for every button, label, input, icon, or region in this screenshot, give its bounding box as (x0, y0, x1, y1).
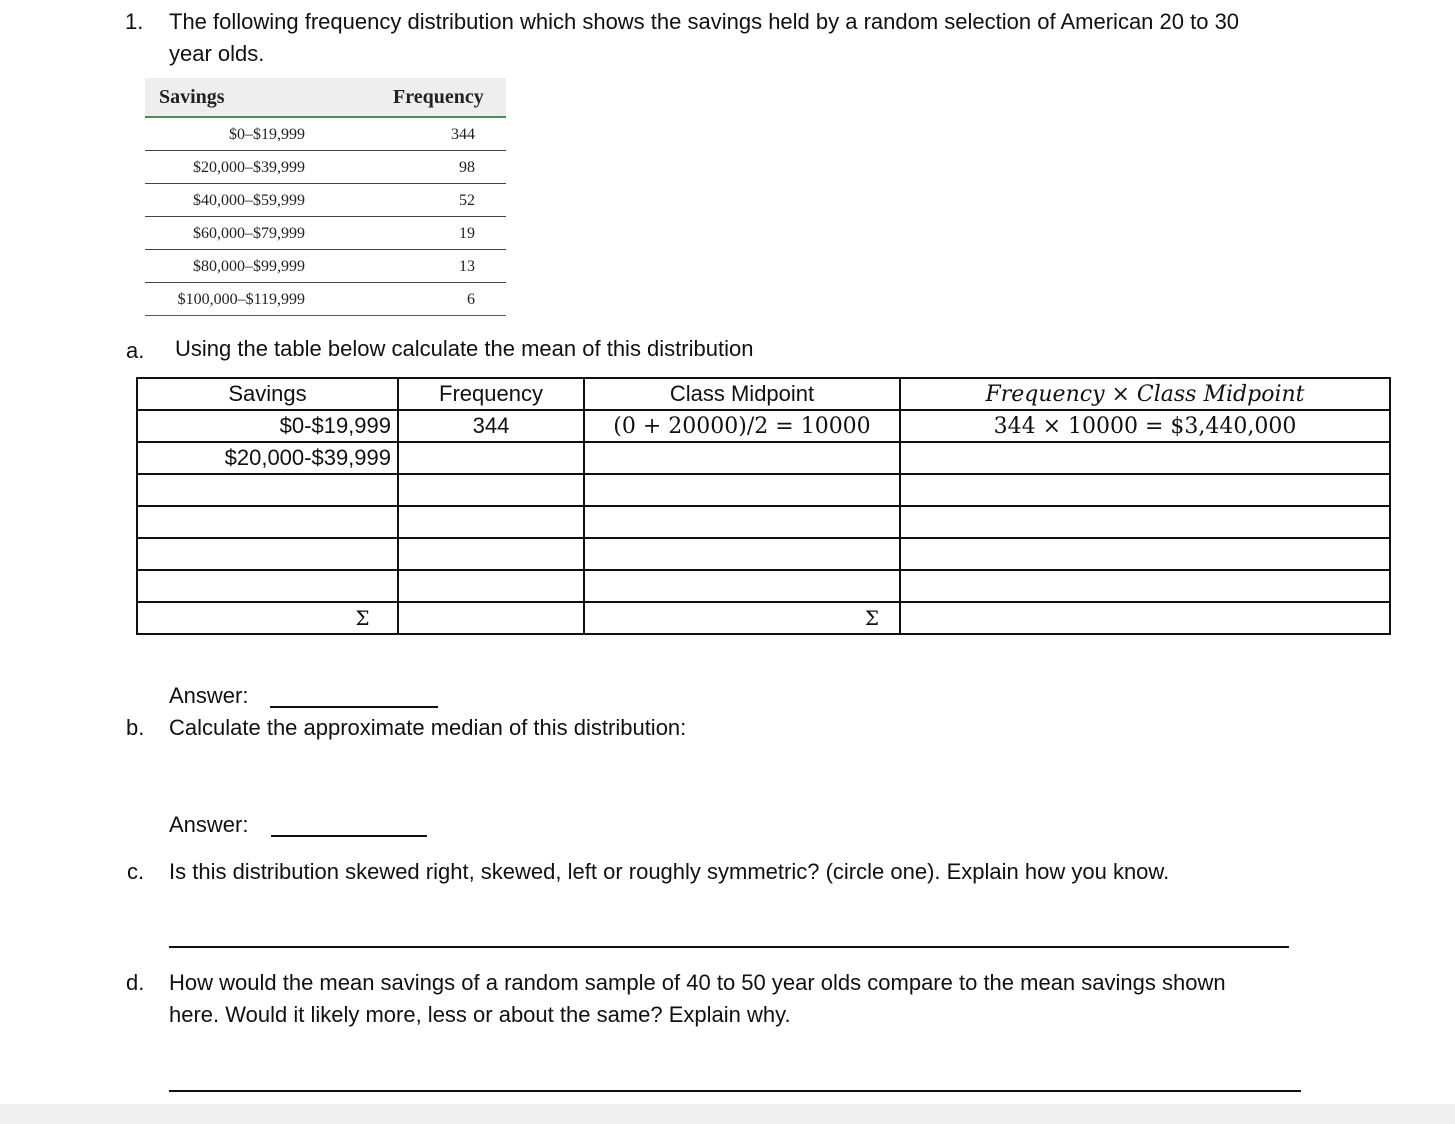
header-savings: Savings (137, 378, 398, 410)
cell-midpoint-blank[interactable] (584, 474, 900, 506)
source-range: $80,000–$99,999 (193, 258, 305, 275)
cell-savings: $0-$19,999 (137, 410, 398, 442)
cell-savings-blank[interactable] (137, 474, 398, 506)
cell-frequency: 344 (398, 410, 584, 442)
table-row (137, 474, 1390, 506)
source-table-row (145, 217, 506, 250)
table-row (137, 570, 1390, 602)
part-c-answer-line[interactable] (169, 946, 1289, 948)
part-c-prompt: Is this distribution skewed right, skewed, left or roughly symmetric? (circle one). Explain how you know. (169, 859, 1170, 884)
cell-frequency-blank[interactable] (398, 506, 584, 538)
source-range: $40,000–$59,999 (193, 192, 305, 209)
sigma-symbol: Σ (864, 606, 880, 630)
source-table-row (145, 283, 506, 316)
source-header-savings: Savings (159, 86, 225, 108)
source-table-row (145, 151, 506, 184)
table-sum-row (137, 602, 1390, 634)
cell-product-blank[interactable] (900, 538, 1390, 570)
sum-frequency-blank[interactable] (398, 602, 584, 634)
cell-product-blank[interactable] (900, 442, 1390, 474)
source-range: $20,000–$39,999 (193, 159, 305, 176)
source-frequency: 52 (459, 192, 475, 209)
part-d-prompt-line1: How would the mean savings of a random sample of 40 to 50 year olds compare to the mean savings shown (169, 970, 1226, 995)
cell-midpoint-blank[interactable] (584, 538, 900, 570)
cell-product-blank[interactable] (900, 506, 1390, 538)
cell-product-blank[interactable] (900, 570, 1390, 602)
question-intro-line2: year olds. (169, 41, 265, 66)
source-range: $60,000–$79,999 (193, 225, 305, 242)
cell-savings-blank[interactable] (137, 506, 398, 538)
table-row (137, 410, 1390, 442)
source-table-row (145, 118, 506, 151)
part-a-marker: a. (126, 338, 145, 363)
source-header-frequency: Frequency (393, 86, 484, 108)
source-range: $100,000–$119,999 (177, 291, 305, 308)
table-row (137, 442, 1390, 474)
source-table-row (145, 184, 506, 217)
cell-midpoint: (0 + 20000)/2 = 10000 (584, 410, 900, 442)
cell-frequency-blank[interactable] (398, 538, 584, 570)
sigma-symbol: Σ (355, 606, 370, 630)
cell-savings-blank[interactable] (137, 570, 398, 602)
source-table-header (145, 78, 506, 118)
mean-calculation-table (136, 377, 1391, 635)
source-frequency: 98 (459, 159, 475, 176)
sum-midpoint-cell (584, 602, 900, 634)
table-header-row (137, 378, 1390, 410)
part-d-prompt-line2: here. Would it likely more, less or about the same? Explain why. (169, 1002, 791, 1027)
source-frequency: 6 (467, 291, 475, 308)
header-frequency: Frequency (398, 378, 584, 410)
cell-product-blank[interactable] (900, 474, 1390, 506)
cell-midpoint-blank[interactable] (584, 506, 900, 538)
cell-midpoint-blank[interactable] (584, 442, 900, 474)
part-a-answer-blank[interactable] (270, 706, 438, 708)
cell-frequency-blank[interactable] (398, 474, 584, 506)
source-frequency: 13 (459, 258, 475, 275)
page-bottom-edge (0, 1104, 1455, 1124)
table-row (137, 538, 1390, 570)
source-table-row (145, 250, 506, 283)
source-frequency-table (145, 78, 506, 316)
sum-product-blank[interactable] (900, 602, 1390, 634)
part-d-marker: d. (126, 970, 145, 995)
header-product: Frequency × Class Midpoint (900, 378, 1390, 410)
cell-product: 344 × 10000 = $3,440,000 (900, 410, 1390, 442)
table-row (137, 506, 1390, 538)
source-frequency: 344 (451, 126, 475, 143)
cell-midpoint-blank[interactable] (584, 570, 900, 602)
part-b-answer-label: Answer: (169, 812, 249, 837)
part-d-answer-line[interactable] (169, 1090, 1301, 1092)
part-a-prompt: Using the table below calculate the mean of this distribution (175, 336, 754, 361)
question-number: 1. (125, 9, 144, 34)
source-frequency: 19 (459, 225, 475, 242)
part-b-prompt: Calculate the approximate median of this distribution: (169, 715, 687, 740)
header-class-midpoint: Class Midpoint (584, 378, 900, 410)
cell-frequency-blank[interactable] (398, 570, 584, 602)
part-a-answer-label: Answer: (169, 683, 249, 708)
cell-savings: $20,000-$39,999 (137, 442, 398, 474)
part-c-marker: c. (127, 859, 145, 884)
cell-frequency-blank[interactable] (398, 442, 584, 474)
part-b-answer-blank[interactable] (271, 835, 427, 837)
sum-savings-cell (137, 602, 398, 634)
part-b-marker: b. (126, 715, 145, 740)
question-intro-line1: The following frequency distribution which shows the savings held by a random selection of American 20 to 30 (169, 9, 1240, 34)
cell-savings-blank[interactable] (137, 538, 398, 570)
source-range: $0–$19,999 (229, 126, 305, 143)
